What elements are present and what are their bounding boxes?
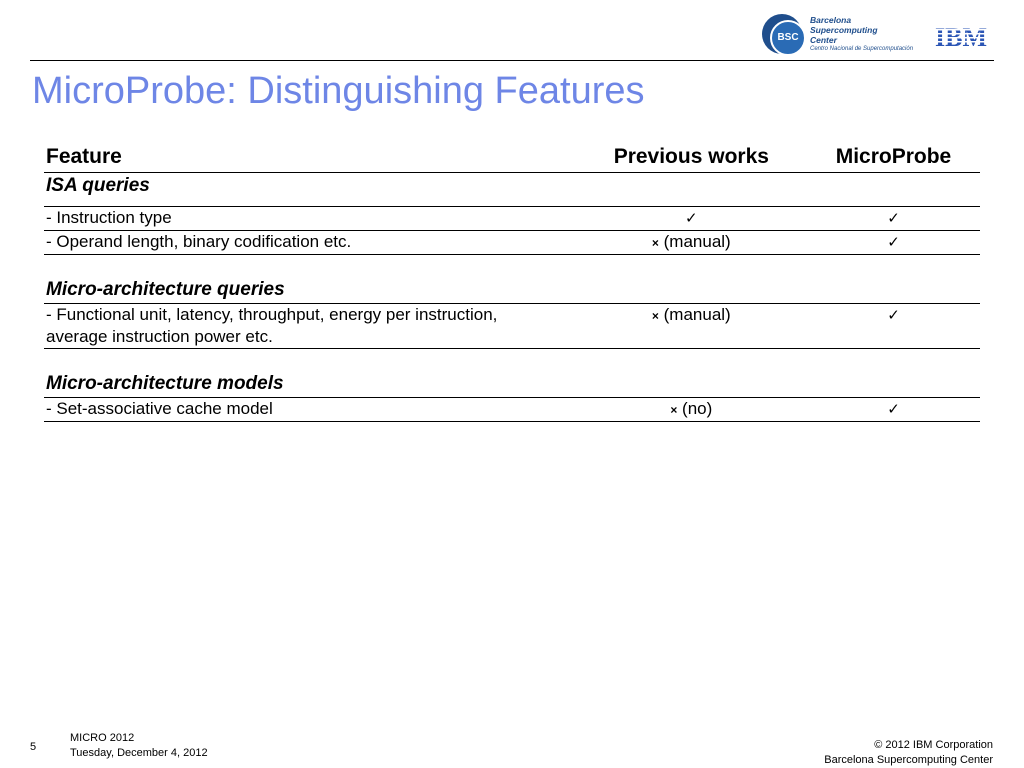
cross-icon: × [670,403,678,417]
bsc-name-line: Center [810,35,837,45]
bsc-logo-circle [762,14,802,54]
features-table [44,142,980,422]
feature-text-line: - Functional unit, latency, throughput, energy per instruction, [46,305,498,324]
bsc-name-line: Barcelona [810,15,852,25]
feature-cell: - Operand length, binary codification etc. [44,231,576,255]
check-icon: ✓ [887,401,900,418]
previous-works-cell [576,231,807,255]
previous-works-note: (no) [677,399,713,418]
section-heading: Micro-architecture models [44,371,980,398]
section-row-micro-architecture-queries [44,277,980,304]
table-row [44,398,980,422]
check-icon: ✓ [887,234,900,251]
bsc-name-line: Supercomputing [810,25,878,35]
section-row-micro-architecture-models [44,371,980,398]
footer-copyright-info [824,738,993,768]
column-header-previous-works: Previous works [576,142,807,173]
previous-works-note: (manual) [658,305,731,324]
check-icon: ✓ [685,210,698,227]
section-row-isa [44,173,980,207]
cross-icon: × [651,309,659,323]
microprobe-cell [807,398,980,422]
table-row [44,304,980,349]
cross-icon: × [651,236,659,250]
bsc-logo-subtitle: Centro Nacional de Supercomputación [810,46,914,52]
footer-conference: MICRO 2012 [70,732,135,744]
section-heading: ISA queries [44,173,980,207]
column-header-feature: Feature [44,142,576,173]
feature-cell: - Instruction type [44,207,576,231]
footer-date: Tuesday, December 4, 2012 [70,747,208,759]
header-divider [30,60,994,61]
table-row [44,207,980,231]
section-spacer [44,255,980,278]
feature-cell: - Set-associative cache model [44,398,576,422]
slide-title: MicroProbe: Distinguishing Features [32,70,645,112]
section-heading: Micro-architecture queries [44,277,980,304]
ibm-logo [928,24,994,50]
microprobe-cell [807,207,980,231]
previous-works-note: (manual) [658,232,731,251]
check-icon: ✓ [887,307,900,324]
microprobe-cell [807,231,980,255]
check-icon: ✓ [887,210,900,227]
page-number: 5 [30,741,37,753]
section-spacer [44,349,980,372]
footer-copyright: © 2012 IBM Corporation [874,739,993,751]
bsc-logo-mark: BSC [770,20,806,56]
header-logos [760,12,1000,56]
table-row [44,231,980,255]
previous-works-cell [576,207,807,231]
footer-center: Barcelona Supercomputing Center [824,754,993,766]
microprobe-cell [807,304,980,349]
bsc-logo-name [810,15,878,45]
feature-text-line: average instruction power etc. [46,327,273,346]
feature-cell [44,304,576,349]
footer-conference-info [70,731,208,761]
table-header-row [44,142,980,173]
previous-works-cell [576,398,807,422]
previous-works-cell [576,304,807,349]
column-header-microprobe: MicroProbe [807,142,980,173]
